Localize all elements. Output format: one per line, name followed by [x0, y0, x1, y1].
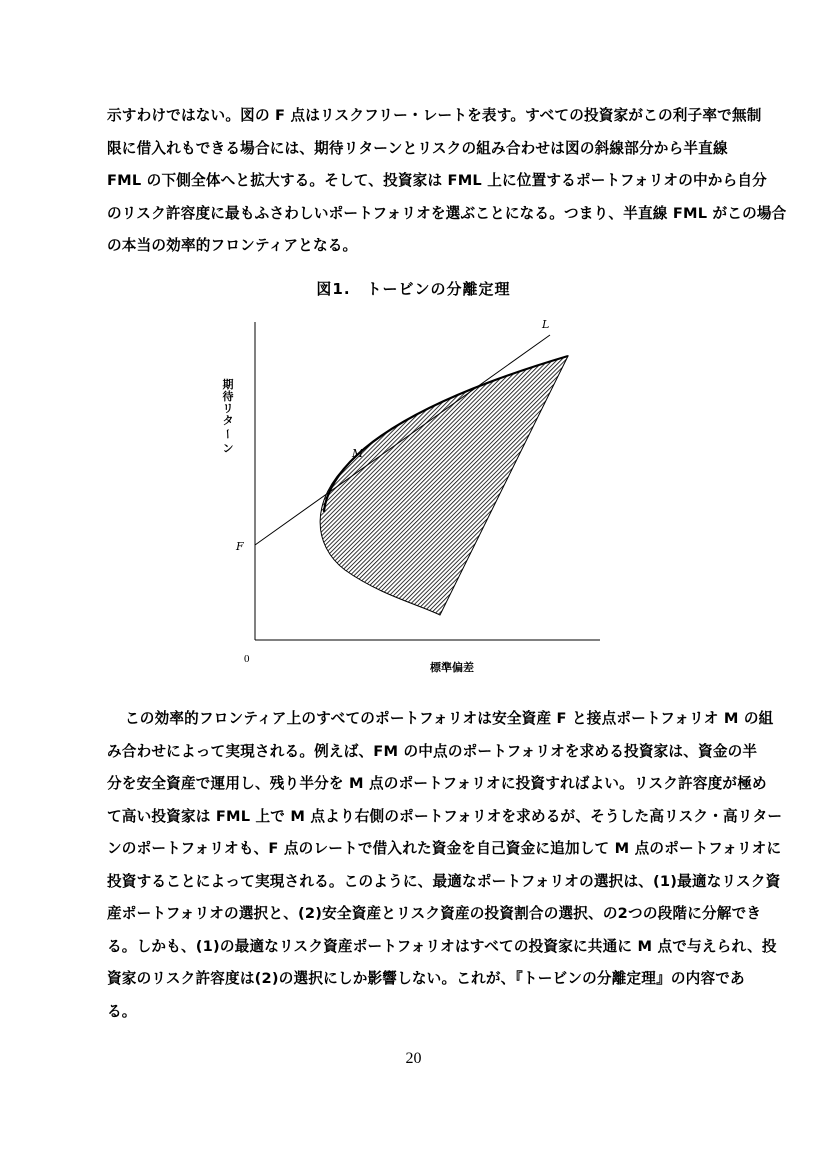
text-line: 示すわけではない。図の F 点はリスクフリー・レートを表す。すべての投資家がこの利子率で無制 [107, 107, 762, 124]
text-line: ンのポートフォリオも、F 点のレートで借入れた資金を自己資金に追加して M 点のポートフォリオに [107, 840, 782, 857]
svg-text:期: 期 [222, 378, 234, 391]
text-line: の本当の効率的フロンティアとなる。 [107, 237, 358, 254]
x-axis-label: 標準偏差 [430, 661, 474, 674]
svg-text:ン: ン [222, 442, 234, 455]
figure-title: 図1. トービンの分離定理 [316, 280, 511, 298]
point-f-label: F [236, 540, 244, 553]
origin-label: 0 [244, 653, 250, 665]
text-line: み合わせによって実現される。例えば、FM の中点のポートフォリオを求める投資家は、資金の半 [107, 742, 758, 760]
text-line: 投資することによって実現される。このように、最適なポートフォリオの選択は、(1)最適なリスク資 [107, 872, 781, 890]
svg-text:タ: タ [222, 414, 234, 427]
text-line: る。しかも、(1)の最適なリスク資産ポートフォリオはすべての投資家に共通に M 点で与えられ、投 [107, 937, 777, 955]
text-line: 分を安全資産で運用し、残り半分を M 点のポートフォリオに投資すればよい。リスク許容度が極め [107, 775, 767, 792]
paragraph-2 [107, 703, 783, 1028]
point-l-label: L [542, 318, 550, 331]
y-axis-label [221, 377, 234, 455]
text-line: て高い投資家は FML 上で M 点より右側のポートフォリオを求めるが、そうした高リスク・高リター [107, 807, 783, 825]
risky-asset-region [320, 356, 568, 615]
svg-text:ー: ー [221, 428, 234, 440]
text-line: 産ポートフォリオの選択と、(2)安全資産とリスク資産の投資割合の選択、の2つの段階に分解でき [107, 905, 762, 922]
svg-text:待: 待 [222, 390, 234, 403]
svg-text:リ: リ [222, 402, 234, 415]
text-line: 資家のリスク許容度は(2)の選択にしか影響しない。これが、『トービンの分離定理』の内容であ [107, 970, 745, 987]
text-line: 限に借入れもできる場合には、期待リターンとリスクの組み合わせは図の斜線部分から半直線 [107, 139, 728, 157]
text-line: FML の下側全体へと拡大する。そして、投資家は FML 上に位置するポートフォリオの中から自分 [107, 172, 767, 189]
text-line: る。 [107, 1002, 137, 1020]
text-line: この効率的フロンティア上のすべてのポートフォリオは安全資産 F と接点ポートフォリオ M の組 [125, 710, 774, 727]
page-number: 20 [405, 1050, 422, 1067]
text-line: のリスク許容度に最もふさわしいポートフォリオを選ぶことになる。つまり、半直線 FML がこの場合 [107, 204, 787, 222]
point-m-label: M [352, 447, 364, 460]
